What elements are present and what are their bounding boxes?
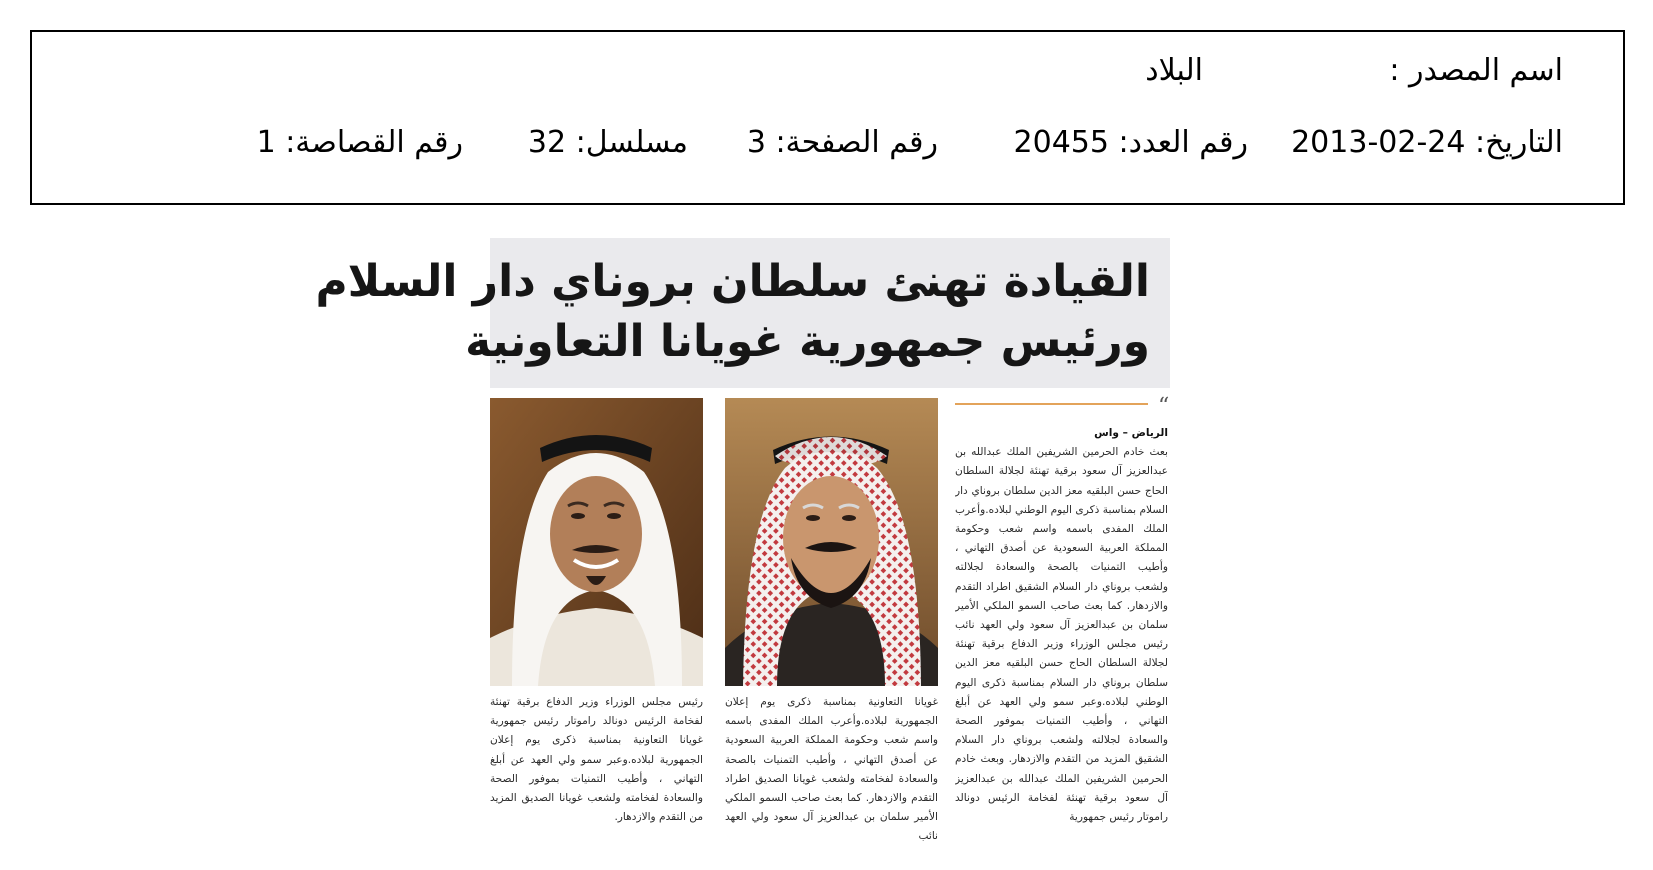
column-right-text: بعث خادم الحرمين الشريفين الملك عبدالله بن عبدالعزيز آل سعود برقية تهنئة لجلالة السلطان الحاج حسن البلقيه معز الدين سلطان بروناي دار السلام بمناسبة ذكرى اليوم الوطني لبلاده.وأعرب الملك المفدى باسمه واسم شعب وحكومة المملكة العربية السعودية عن أصدق التهاني ، وأطيب التمنيات بالصحة والسعادة لجلالته ولشعب بروناي دار السلام الشقيق اطراد التقدم والازدهار. كما بعث صاحب السمو الملكي الأمير سلمان بن عبدالعزيز آل سعود ولي العهد نائب رئيس مجلس الوزراء وزير الدفاع برقية تهنئة لجلالة السلطان الحاج حسن البلقيه معز الدين سلطان بروناي دار السلام بمناسبة ذكرى اليوم الوطني لبلاده.وعبر سمو ولي العهد عن أبلغ التهاني ، وأطيب التمنيات بموفور الصحة والسعادة لجلالته ولشعب بروناي دار السلام الشقيق المزيد من التقدم والازدهار. وبعث خادم الحرمين الشريفين الملك عبدالله بن عبدالعزيز آل سعود برقية تهنئة لفخامة الرئيس دونالد راموتار رئيس جمهورية [955, 446, 1168, 824]
quote-mark-icon: “ [1158, 394, 1170, 419]
clip-number-field: رقم القصاصة: 1 [256, 125, 463, 160]
accent-rule [955, 403, 1148, 405]
source-label: اسم المصدر : [1389, 53, 1563, 88]
source-value: البلاد [1145, 53, 1203, 88]
portrait-photo-crown-prince [490, 398, 703, 686]
news-clipping [315, 238, 1170, 850]
dateline: الرياض – واس [1094, 427, 1168, 439]
article-column-middle: غويانا التعاونية بمناسبة ذكرى يوم إعلان الجمهورية لبلاده.وأعرب الملك المفدى باسمه واسم شعب وحكومة المملكة العربية السعودية عن أصدق التهاني ، وأطيب التمنيات بالصحة والسعادة لفخامته ولشعب غويانا الصديق اطراد التقدم والازدهار. كما بعث صاحب السمو الملكي الأمير سلمان بن عبدالعزيز آل سعود ولي العهد نائب [725, 696, 938, 843]
article-column-left: رئيس مجلس الوزراء وزير الدفاع برقية تهنئة لفخامة الرئيس دونالد راموتار رئيس جمهورية غويانا التعاونية بمناسبة ذكرى يوم إعلان الجمهورية لبلاده.وعبر سمو ولي العهد عن أبلغ التهاني ، وأطيب التمنيات بموفور الصحة والسعادة لفخامته ولشعب غويانا الصديق المزيد من التقدم والازدهار. [490, 696, 703, 824]
headline-line-2: ورئيس جمهورية غويانا التعاونية [465, 316, 1150, 367]
article-column-right [955, 424, 1168, 850]
issue-number-field: رقم العدد: 20455 [1013, 125, 1248, 160]
portrait-photo-king [725, 398, 938, 686]
date-field: التاريخ: 24-02-2013 [1291, 125, 1563, 160]
page-number-field: رقم الصفحة: 3 [746, 125, 938, 160]
serial-field: مسلسل: 32 [527, 125, 688, 160]
headline-line-1: القيادة تهنئ سلطان بروناي دار السلام [315, 256, 1150, 307]
source-info-box [30, 30, 1625, 205]
headline-band [315, 238, 1170, 388]
